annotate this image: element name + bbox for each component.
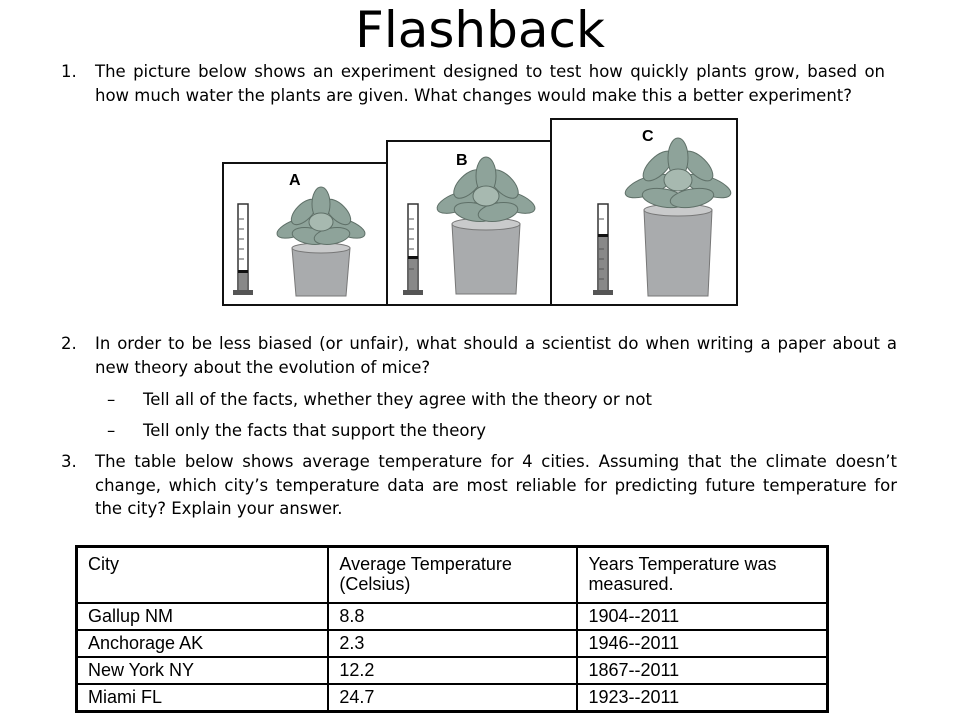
question-2-number: 2. [61, 334, 77, 353]
question-3 [61, 450, 897, 521]
table-row [77, 684, 828, 712]
graduated-cylinder-c [593, 204, 613, 295]
question-1-number: 1. [61, 62, 77, 81]
header-years: Years Temperature was measured. [577, 547, 827, 604]
option-1-text: Tell all of the facts, whether they agree with the theory or not [143, 390, 652, 409]
cell-city: Gallup NM [77, 603, 329, 630]
succulent-b [434, 157, 538, 224]
option-1-dash: – [107, 390, 116, 409]
cell-city: Anchorage AK [77, 630, 329, 657]
panel-b [386, 140, 552, 306]
cell-years: 1904--2011 [577, 603, 827, 630]
cell-temp: 24.7 [328, 684, 577, 712]
cell-years: 1946--2011 [577, 630, 827, 657]
question-2 [61, 332, 897, 379]
succulent-a [274, 187, 367, 247]
graduated-cylinder-a [233, 204, 253, 295]
option-1 [107, 388, 883, 412]
cell-years: 1867--2011 [577, 657, 827, 684]
panel-b-drawing [388, 142, 550, 304]
cell-temp: 2.3 [328, 630, 577, 657]
cell-temp: 12.2 [328, 657, 577, 684]
option-2-text: Tell only the facts that support the theory [143, 421, 487, 440]
question-2-text: In order to be less biased (or unfair), what should a scientist do when writing a paper about a new theory about the evolution of mice? [95, 334, 897, 377]
question-3-text: The table below shows average temperature for 4 cities. Assuming that the climate doesn’t change, which city’s temperature data are most reliable for predicting future temperature for the city? Explain your answer. [95, 452, 897, 518]
question-1 [61, 60, 885, 107]
panel-b-label: B [456, 152, 468, 169]
cell-years: 1923--2011 [577, 684, 827, 712]
succulent-c [622, 138, 733, 211]
plant-pot-b [452, 218, 520, 294]
panel-a-drawing [224, 164, 386, 304]
panel-c-drawing [552, 120, 736, 304]
option-2-dash: – [107, 421, 116, 440]
plant-pot-c [644, 204, 712, 296]
panel-c-label: C [642, 128, 654, 145]
option-2 [107, 419, 883, 443]
header-city: City [77, 547, 329, 604]
question-3-number: 3. [61, 452, 77, 471]
question-1-text: The picture below shows an experiment designed to test how quickly plants grow, based on how much water the plants are given. What changes would make this a better experiment? [95, 62, 885, 105]
cell-city: New York NY [77, 657, 329, 684]
table-row [77, 657, 828, 684]
panel-c [550, 118, 738, 306]
panel-a [222, 162, 388, 306]
temperature-table [75, 545, 829, 713]
cell-temp: 8.8 [328, 603, 577, 630]
cell-city: Miami FL [77, 684, 329, 712]
table-header-row [77, 547, 828, 604]
panel-a-label: A [289, 172, 301, 189]
header-avg-temp: Average Temperature (Celsius) [328, 547, 577, 604]
plant-pot-a [292, 243, 350, 296]
graduated-cylinder-b [403, 204, 423, 295]
table-row [77, 630, 828, 657]
table-row [77, 603, 828, 630]
slide-title: Flashback [355, 1, 605, 59]
